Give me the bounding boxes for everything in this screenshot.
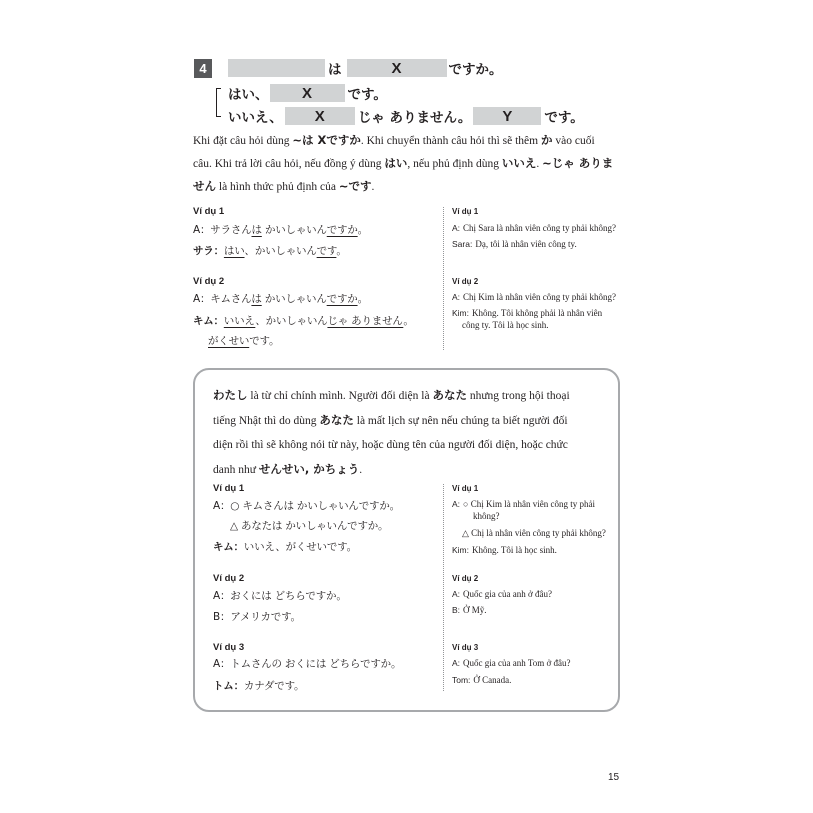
text: 。 [357,224,368,236]
page-number: 15 [608,772,620,783]
speaker: トム： [213,680,244,692]
text: là từ chỉ chính mình. Người đối diện là [247,390,433,402]
speaker: B: [452,605,461,615]
underlined-text: は [251,224,262,236]
example-2-line-a [193,291,368,307]
speaker: Kim: [452,545,469,555]
text: là mất lịch sự nên nếu chúng ta biết người đối [353,415,568,427]
example-1-line-b [193,243,347,259]
text: danh như [213,464,259,476]
note-line [213,457,570,482]
text: かいしゃいん [261,293,327,305]
note-line: diện rồi thì sẽ không nói từ này, hoặc dùng tên của người đối diện, hoặc chức [213,439,568,451]
text: トムさんの おくには どちらですか。 [230,658,402,670]
speaker: キム： [193,315,224,327]
text: Dạ, tôi là nhân viên công ty. [475,239,577,249]
speaker: A： [193,224,211,236]
example-2-label: Ví dụ 2 [193,276,225,287]
keyword: はい [384,156,408,170]
intro-line [193,152,613,175]
example-1-label: Ví dụ 1 [193,206,225,217]
example-1-translation-label: Ví dụ 1 [452,207,479,216]
underlined-text: じゃ ありません [327,315,404,327]
speaker: A: [452,223,461,233]
text: nhưng trong hội thoại [466,390,570,402]
blank-box-topic [228,59,325,77]
note-example-1-translation-b [452,543,557,557]
pattern-question-line [228,58,503,78]
example-2-translation-a [452,290,616,304]
blank-box-x: X [285,107,355,125]
underlined-text: は [251,293,262,305]
text: ○ Chị Kim là nhân viên công ty phải [463,499,595,509]
pattern-affirmative-line [228,83,387,103]
speaker: A: [452,589,461,599]
text: です。 [249,335,280,347]
example-2-translation-c: công ty. Tôi là học sinh. [462,320,549,330]
text: おくには どちらですか。 [230,590,347,602]
example-1-translation-a [452,221,616,235]
text: かいしゃいん [261,224,327,236]
keyword: ~じゃ ありま [542,156,614,170]
text: 。 [357,293,368,305]
keyword: ~です [338,179,372,193]
example-1-translation-b [452,237,577,251]
text: サラさん [210,224,252,236]
text: . [536,158,543,170]
keyword: ~は Xですか [292,133,361,147]
pattern-negative-line [228,106,584,126]
blank-box-y: Y [473,107,541,125]
text: . [359,464,363,476]
keyword: わたし [213,388,248,402]
note-example-3-label: Ví dụ 3 [213,642,245,653]
text: Ở Canada. [473,675,512,685]
blank-box-x: X [270,84,345,102]
text: 。 [336,245,347,257]
speaker: A： [213,658,231,670]
column-divider [443,207,444,350]
underlined-text: です [316,245,337,257]
text: いいえ、がくせいです。 [243,541,357,553]
affirmative-ending: です。 [347,87,387,103]
note-example-1-line-a [213,498,400,514]
note-example-1-translation-a-cont: không? [473,511,500,521]
text: Chị Sara là nhân viên công ty phải không? [463,223,616,233]
keyword: せんせい, かちょう [258,462,360,476]
intro-paragraph [193,129,613,198]
speaker: A: [452,292,461,302]
text: , nếu phủ định dùng [407,158,502,170]
note-example-3-translation-a [452,656,570,670]
intro-line [193,129,613,152]
note-line [213,383,570,408]
note-example-1-translation-a2: △ Chị là nhân viên công ty phải không? [462,528,606,538]
text: キムさん [210,293,252,305]
underlined-text: いいえ [223,315,256,327]
text: . Khi chuyển thành câu hỏi thì sẽ thêm [360,135,541,147]
speaker: Tom: [452,675,471,685]
negative-form: じゃ ありません。 [357,110,472,126]
underlined-text: ですか [326,293,358,305]
underlined-text: はい [223,245,245,257]
note-example-2-translation-a [452,587,552,601]
text: Không. Tôi không phải là nhân viên [472,308,603,318]
negative-ending: です。 [544,110,584,126]
speaker: Sara: [452,239,473,249]
note-example-2-translation-label: Ví dụ 2 [452,574,479,583]
text: tiếng Nhật thì do dùng [213,415,320,427]
text: Quốc gia của anh Tom ở đâu? [463,658,571,668]
keyword: あなた [319,413,354,427]
example-2-translation-label: Ví dụ 2 [452,277,479,286]
speaker: A： [213,590,231,602]
text: Không. Tôi là học sinh. [472,545,557,555]
text: Quốc gia của anh ở đâu? [463,589,553,599]
keyword: いいえ [501,156,537,170]
note-example-3-line-a [213,656,401,672]
text: Khi đặt câu hỏi dùng [193,135,293,147]
speaker: Kim: [452,308,469,318]
example-2-line-b [193,313,414,329]
keyword: せん [193,179,216,193]
speaker: サラ： [193,245,224,257]
speaker: A: [452,658,461,668]
speaker: キム： [213,541,244,553]
particle-wa: は [328,62,342,78]
answer-no: いいえ、 [228,110,283,126]
note-example-1-translation-label: Ví dụ 1 [452,484,479,493]
underlined-text: がくせい [208,335,250,347]
keyword: か [540,133,553,147]
note-example-3-line-b [213,678,304,694]
text: Ở Mỹ. [463,605,487,615]
speaker: A： [193,293,211,305]
text: カナダです。 [243,680,305,692]
note-example-1-line-a2: △ あなたは かいしゃいんですか。 [230,520,389,532]
text: là hình thức phủ định của [216,181,339,193]
text: Chị Kim là nhân viên công ty phải không? [463,292,617,302]
note-line [213,408,570,433]
section-number-badge: 4 [194,59,212,78]
note-example-2-line-a [213,588,347,604]
example-1-line-a [193,222,368,238]
underlined-text: ですか [326,224,358,236]
text: 、かいしゃいん [255,315,328,327]
question-ending: ですか。 [448,62,503,78]
note-example-2-translation-b [452,603,487,617]
example-2-line-c [208,333,279,349]
keyword: あなた [432,388,467,402]
blank-box-x: X [347,59,447,77]
speaker: B： [213,611,231,623]
note-example-1-label: Ví dụ 1 [213,483,245,494]
text: ○ キムさんは かいしゃいんですか。 [230,500,400,512]
note-example-2-label: Ví dụ 2 [213,573,245,584]
note-example-3-translation-b [452,673,511,687]
intro-line [193,175,613,198]
text: . [371,181,375,193]
text: 、かいしゃいん [244,245,317,257]
speaker: A: [452,499,461,509]
note-example-1-line-b [213,539,357,555]
text: 。 [403,315,414,327]
answer-bracket [216,88,221,117]
note-paragraph [213,383,570,482]
answer-yes: はい、 [228,87,269,103]
text: câu. Khi trả lời câu hỏi, nếu đồng ý dùng [193,158,385,170]
note-example-3-translation-label: Ví dụ 3 [452,643,479,652]
note-example-2-line-b [213,609,301,625]
text: vào cuối [552,135,595,147]
text: アメリカです。 [230,611,301,623]
note-column-divider [443,484,444,691]
speaker: A： [213,500,231,512]
